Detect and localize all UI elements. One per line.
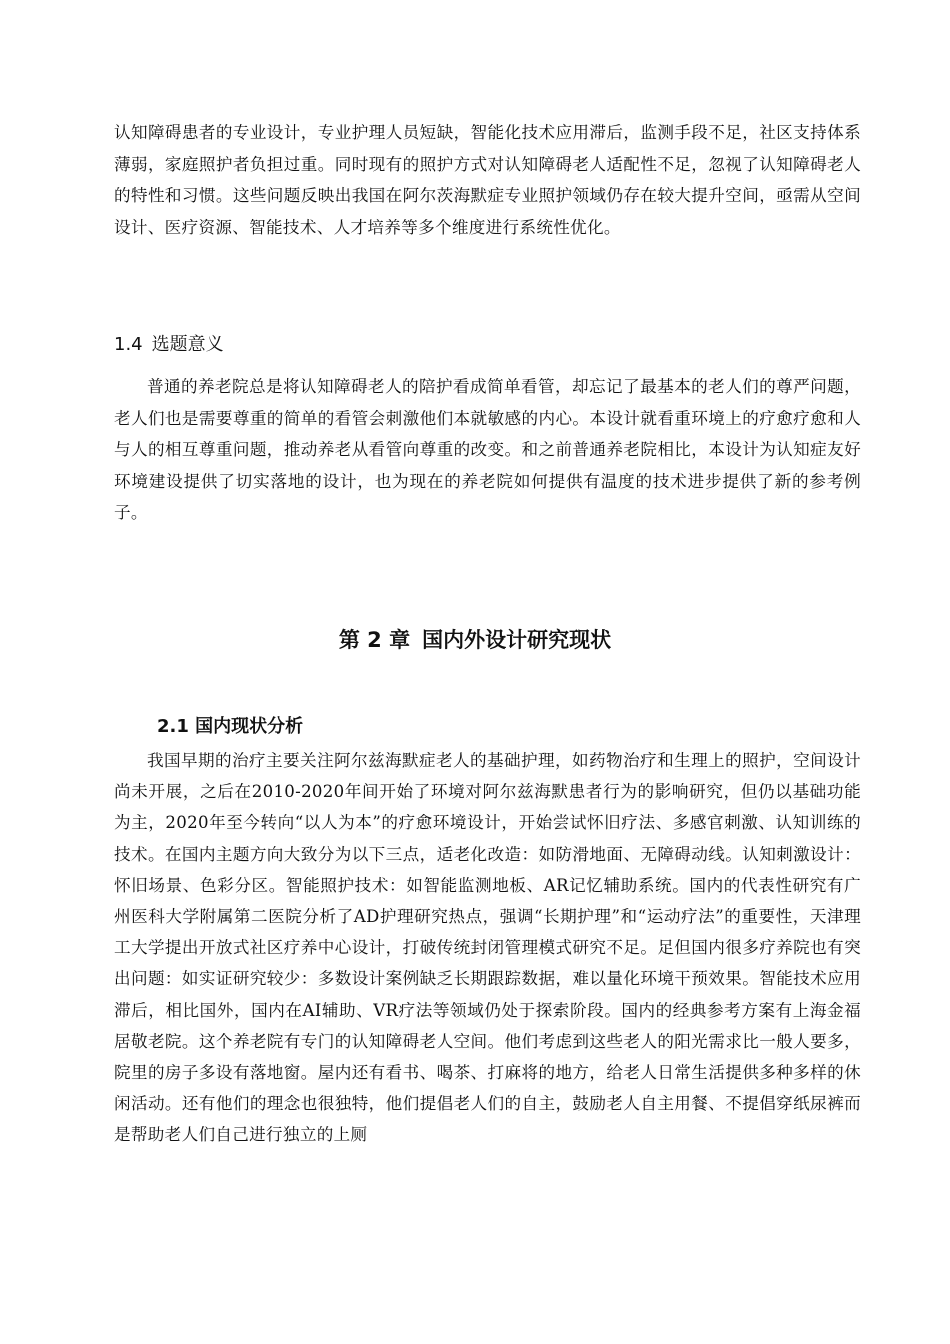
chapter-title: 国内外设计研究现状 xyxy=(422,628,612,652)
chapter-2-heading xyxy=(0,624,950,656)
section-2-1-paragraph: 我国早期的治疗主要关注阿尔兹海默症老人的基础护理，如药物治疗和生理上的照护，空间设计尚未开展，之后在2010-2020年间开始了环境对阿尔兹海默患者行为的影响研究，但仍以基础功能为主，2020年至今转向“以人为本”的疗愈环境设计，开始尝试怀旧疗法、多感官刺激、认知训练的技术。在国内主题方向大致分为以下三点，适老化改造：如防滑地面、无障碍动线。认知刺激设计：怀旧场景、色彩分区。智能照护技术：如智能监测地板、AR记忆辅助系统。国内的代表性研究有广州医科大学附属第二医院分析了AD护理研究热点，强调“长期护理”和“运动疗法”的重要性，天津理工大学提出开放式社区疗养中心设计，打破传统封闭管理模式研究不足。足但国内很多疗养院也有突出问题：如实证研究较少：多数设计案例缺乏长期跟踪数据，难以量化环境干预效果。智能技术应用滞后，相比国外，国内在AI辅助、VR疗法等领域仍处于探索阶段。国内的经典参考方案有上海金福居敬老院。这个养老院有专门的认知障碍老人空间。他们考虑到这些老人的阳光需求比一般人要多，院里的房子多设有落地窗。屋内还有看书、喝茶、打麻将的地方，给老人日常生活提供多种多样的休闲活动。还有他们的理念也很独特，他们提倡老人们的自主，鼓励老人自主用餐、不提倡穿纸尿裤而是帮助老人们自己进行独立的上厕 xyxy=(114,751,861,1145)
continuation-paragraph: 认知障碍患者的专业设计，专业护理人员短缺，智能化技术应用滞后，监测手段不足，社区支持体系薄弱，家庭照护者负担过重。同时现有的照护方式对认知障碍老人适配性不足，忽视了认知障碍老人的特性和习惯。这些问题反映出我国在阿尔茨海默症专业照护领域仍存在较大提升空间，亟需从空间设计、医疗资源、智能技术、人才培养等多个维度进行系统性优化。 xyxy=(114,123,861,237)
section-title: 选题意义 xyxy=(151,334,224,355)
chapter-number: 第 2 章 xyxy=(338,628,411,652)
section-1-4-heading xyxy=(114,331,224,359)
section-2-1-heading: 2.1 国内现状分析 xyxy=(157,716,304,737)
section-1-4-paragraph: 普通的养老院总是将认知障碍老人的陪护看成简单看管，却忘记了最基本的老人们的尊严问题，老人们也是需要尊重的简单的看管会刺激他们本就敏感的内心。本设计就看重环境上的疗愈疗愈和人与人的相互尊重问题，推动养老从看管向尊重的改变。和之前普通养老院相比，本设计为认知症友好环境建设提供了切实落地的设计，也为现在的养老院如何提供有温度的技术进步提供了新的参考例子。 xyxy=(114,377,861,522)
section-number: 1.4 xyxy=(114,334,143,355)
